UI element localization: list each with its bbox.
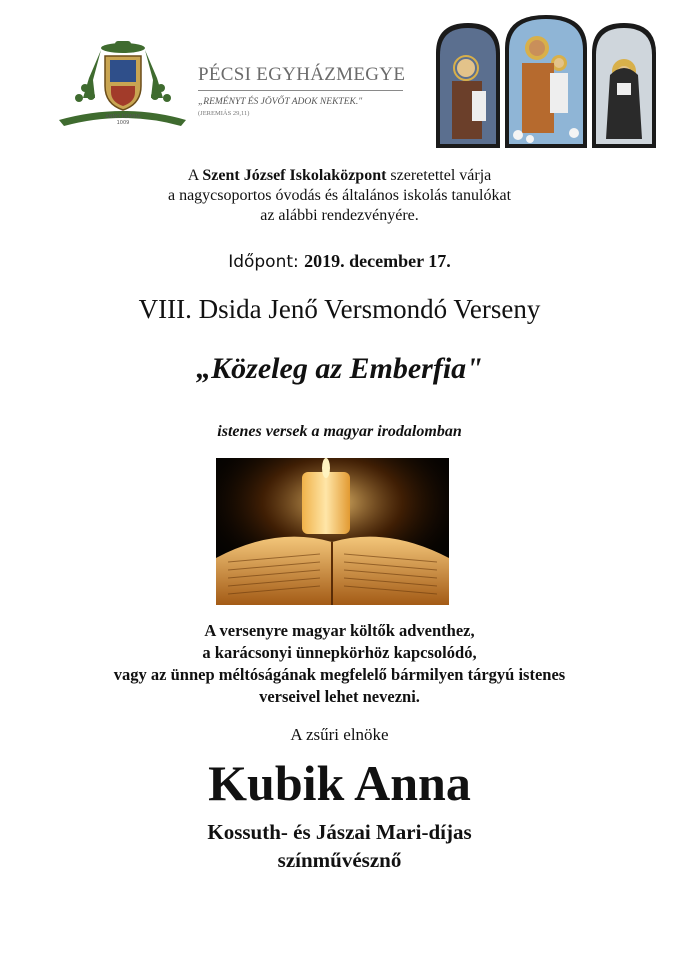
school-name: Szent József Iskolaközpont [202, 167, 387, 184]
event-subtitle: istenes versek a magyar irodalomban [217, 423, 462, 440]
body-line-1: A versenyre magyar költők adventhez, [204, 621, 475, 640]
diocese-crest-logo [55, 38, 190, 130]
svg-text:1009: 1009 [116, 120, 130, 126]
invitation-intro [0, 166, 679, 226]
jury-chair-name: Kubik Anna [208, 755, 471, 811]
intro-suffix: szeretettel várja [386, 167, 492, 184]
award-line-1: Kossuth- és Jászai Mari-díjas [207, 820, 472, 844]
body-line-4: verseivel lehet nevezni. [259, 687, 420, 706]
jury-chair-title [0, 818, 679, 874]
intro-line-1 [0, 166, 679, 186]
motto-reference: (JEREMIÁS 29,11) [198, 110, 250, 117]
intro-prefix: A [187, 167, 203, 184]
holy-family-icon-image [432, 13, 661, 148]
jury-label: A zsűri elnöke [290, 725, 389, 744]
award-line-2: színművésznő [277, 848, 402, 872]
candle-bible-photo [216, 458, 449, 605]
body-line-2: a karácsonyi ünnepkörhöz kapcsolódó, [202, 643, 477, 662]
diocese-name: PÉCSI EGYHÁZMEGYE [198, 64, 406, 85]
diocese-motto: „REMÉNYT ÉS JÖVŐT ADOK NEKTEK." [198, 97, 363, 107]
date-label: Időpont: [228, 252, 305, 272]
svg-text:ANNO DOMINI: ANNO DOMINI [105, 114, 141, 120]
body-line-3: vagy az ünnep méltóságának megfelelő bármilyen tárgyú istenes [113, 665, 566, 684]
date-value: 2019. december 17. [304, 251, 451, 271]
event-date [0, 251, 679, 272]
divider [198, 90, 403, 91]
contest-title: VIII. Dsida Jenő Versmondó Verseny [138, 294, 541, 324]
entry-description [0, 620, 679, 708]
intro-line-2: a nagycsoportos óvodás és általános iskolás tanulókat [167, 187, 512, 204]
intro-line-3: az alábbi rendezvényére. [260, 207, 419, 224]
event-motto: „Közeleg az Emberfia" [196, 352, 483, 385]
